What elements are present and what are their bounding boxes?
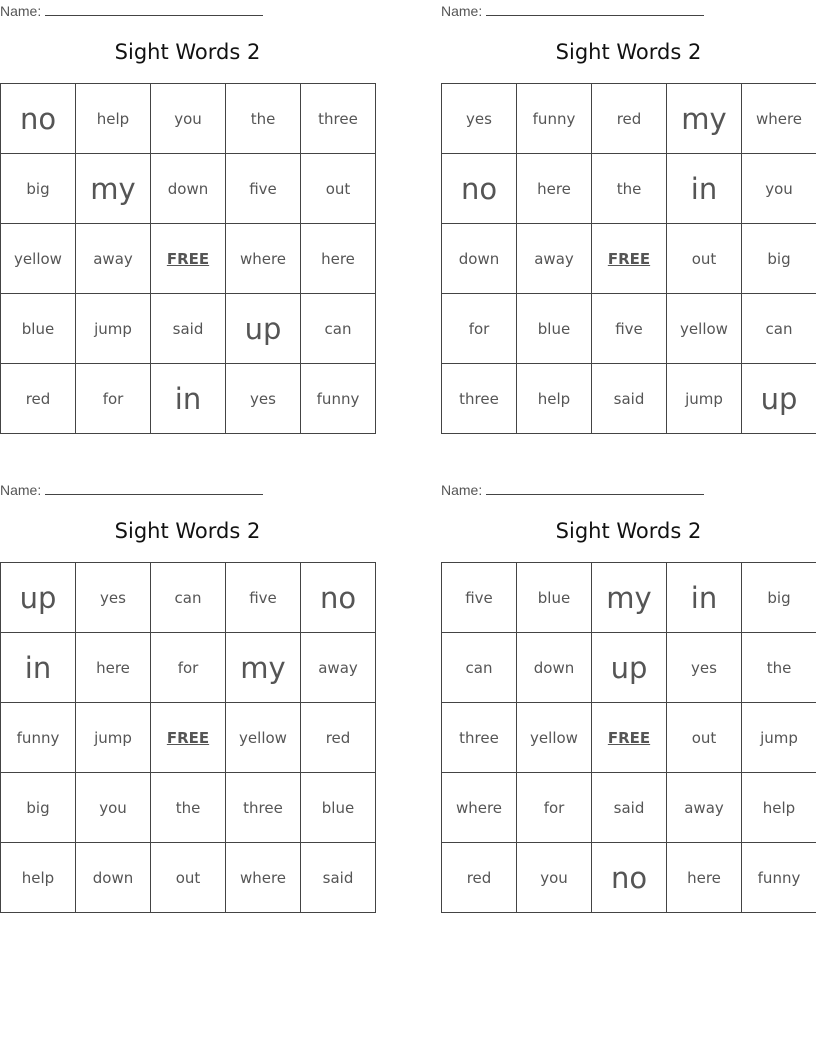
grid-row: [1, 633, 376, 703]
grid-cell: red: [442, 843, 517, 913]
grid-cell: you: [517, 843, 592, 913]
grid-cell: three: [442, 703, 517, 773]
grid-cell: can: [301, 294, 376, 364]
grid-cell: up: [592, 633, 667, 703]
grid-row: [442, 773, 816, 843]
grid-cell: said: [592, 773, 667, 843]
grid-row: [442, 224, 816, 294]
name-blank[interactable]: [45, 482, 263, 495]
grid-row: [1, 84, 376, 154]
grid-cell: jump: [742, 703, 816, 773]
grid-cell: five: [442, 563, 517, 633]
grid-cell: help: [742, 773, 816, 843]
name-label: Name:: [0, 482, 42, 498]
grid-cell: jump: [667, 364, 742, 434]
grid-cell: my: [592, 563, 667, 633]
grid-cell: my: [76, 154, 151, 224]
grid-cell: funny: [1, 703, 76, 773]
grid-row: [1, 154, 376, 224]
grid-cell: in: [151, 364, 226, 434]
name-label: Name:: [441, 3, 483, 19]
grid-row: [442, 294, 816, 364]
grid-cell: here: [667, 843, 742, 913]
grid-cell: down: [151, 154, 226, 224]
grid-row: [442, 843, 816, 913]
grid-cell: the: [151, 773, 226, 843]
grid-cell: big: [742, 563, 816, 633]
grid-cell: said: [592, 364, 667, 434]
grid-cell: my: [667, 84, 742, 154]
grid-cell: red: [592, 84, 667, 154]
grid-row: [1, 364, 376, 434]
grid-cell: big: [1, 773, 76, 843]
grid-cell: no: [442, 154, 517, 224]
grid-cell: yes: [226, 364, 301, 434]
grid-cell: in: [667, 563, 742, 633]
free-space: FREE: [592, 703, 667, 773]
grid-cell: where: [742, 84, 816, 154]
grid-cell: away: [301, 633, 376, 703]
grid-cell: away: [76, 224, 151, 294]
grid-cell: away: [517, 224, 592, 294]
grid-cell: three: [226, 773, 301, 843]
grid-cell: funny: [517, 84, 592, 154]
grid-cell: where: [226, 843, 301, 913]
grid-cell: can: [442, 633, 517, 703]
grid-row: [442, 633, 816, 703]
grid-row: [442, 703, 816, 773]
grid-cell: away: [667, 773, 742, 843]
name-line: [441, 3, 704, 19]
grid-row: [1, 703, 376, 773]
bingo-grid: [441, 83, 816, 434]
grid-cell: said: [151, 294, 226, 364]
grid-cell: my: [226, 633, 301, 703]
grid-cell: out: [151, 843, 226, 913]
grid-cell: big: [1, 154, 76, 224]
grid-cell: up: [742, 364, 816, 434]
card-title: Sight Words 2: [114, 40, 261, 64]
grid-cell: blue: [517, 294, 592, 364]
bingo-grid: [441, 562, 816, 913]
name-blank[interactable]: [486, 482, 704, 495]
grid-cell: five: [592, 294, 667, 364]
name-label: Name:: [441, 482, 483, 498]
grid-cell: you: [76, 773, 151, 843]
grid-cell: here: [76, 633, 151, 703]
card-title: Sight Words 2: [555, 519, 702, 543]
bingo-grid: [0, 562, 376, 913]
grid-cell: help: [517, 364, 592, 434]
grid-cell: funny: [742, 843, 816, 913]
grid-cell: out: [667, 224, 742, 294]
grid-cell: help: [1, 843, 76, 913]
bingo-card-4: [441, 479, 816, 914]
free-space: FREE: [151, 703, 226, 773]
grid-cell: red: [1, 364, 76, 434]
grid-cell: can: [742, 294, 816, 364]
grid-cell: down: [442, 224, 517, 294]
grid-cell: five: [226, 154, 301, 224]
name-line: [441, 482, 704, 498]
grid-cell: jump: [76, 294, 151, 364]
grid-cell: no: [1, 84, 76, 154]
grid-cell: no: [592, 843, 667, 913]
grid-cell: red: [301, 703, 376, 773]
grid-cell: blue: [301, 773, 376, 843]
grid-cell: out: [301, 154, 376, 224]
grid-cell: you: [742, 154, 816, 224]
grid-row: [442, 364, 816, 434]
grid-cell: big: [742, 224, 816, 294]
grid-cell: out: [667, 703, 742, 773]
grid-cell: where: [442, 773, 517, 843]
grid-row: [442, 84, 816, 154]
grid-cell: down: [517, 633, 592, 703]
grid-cell: for: [442, 294, 517, 364]
grid-cell: the: [226, 84, 301, 154]
free-space: FREE: [592, 224, 667, 294]
name-blank[interactable]: [486, 3, 704, 16]
grid-cell: in: [1, 633, 76, 703]
grid-row: [442, 154, 816, 224]
grid-cell: in: [667, 154, 742, 224]
card-title: Sight Words 2: [555, 40, 702, 64]
name-label: Name:: [0, 3, 42, 19]
grid-row: [1, 294, 376, 364]
grid-cell: where: [226, 224, 301, 294]
grid-row: [442, 563, 816, 633]
grid-cell: three: [442, 364, 517, 434]
bingo-card-2: [441, 0, 816, 435]
grid-cell: three: [301, 84, 376, 154]
grid-cell: for: [76, 364, 151, 434]
grid-cell: here: [301, 224, 376, 294]
grid-cell: yellow: [1, 224, 76, 294]
grid-cell: blue: [1, 294, 76, 364]
grid-row: [1, 773, 376, 843]
grid-cell: yellow: [667, 294, 742, 364]
grid-cell: help: [76, 84, 151, 154]
grid-cell: for: [151, 633, 226, 703]
grid-row: [1, 843, 376, 913]
grid-cell: yellow: [517, 703, 592, 773]
free-space: FREE: [151, 224, 226, 294]
grid-cell: you: [151, 84, 226, 154]
grid-row: [1, 224, 376, 294]
grid-cell: said: [301, 843, 376, 913]
grid-cell: the: [592, 154, 667, 224]
grid-cell: five: [226, 563, 301, 633]
grid-cell: funny: [301, 364, 376, 434]
grid-cell: yellow: [226, 703, 301, 773]
grid-cell: the: [742, 633, 816, 703]
grid-cell: can: [151, 563, 226, 633]
bingo-card-3: [0, 479, 375, 914]
grid-cell: yes: [76, 563, 151, 633]
name-line: [0, 3, 263, 19]
card-title: Sight Words 2: [114, 519, 261, 543]
grid-row: [1, 563, 376, 633]
grid-cell: yes: [667, 633, 742, 703]
grid-cell: blue: [517, 563, 592, 633]
name-blank[interactable]: [45, 3, 263, 16]
grid-cell: no: [301, 563, 376, 633]
bingo-card-1: [0, 0, 375, 435]
bingo-grid: [0, 83, 376, 434]
grid-cell: yes: [442, 84, 517, 154]
grid-cell: here: [517, 154, 592, 224]
grid-cell: up: [1, 563, 76, 633]
grid-cell: down: [76, 843, 151, 913]
grid-cell: for: [517, 773, 592, 843]
grid-cell: up: [226, 294, 301, 364]
name-line: [0, 482, 263, 498]
grid-cell: jump: [76, 703, 151, 773]
